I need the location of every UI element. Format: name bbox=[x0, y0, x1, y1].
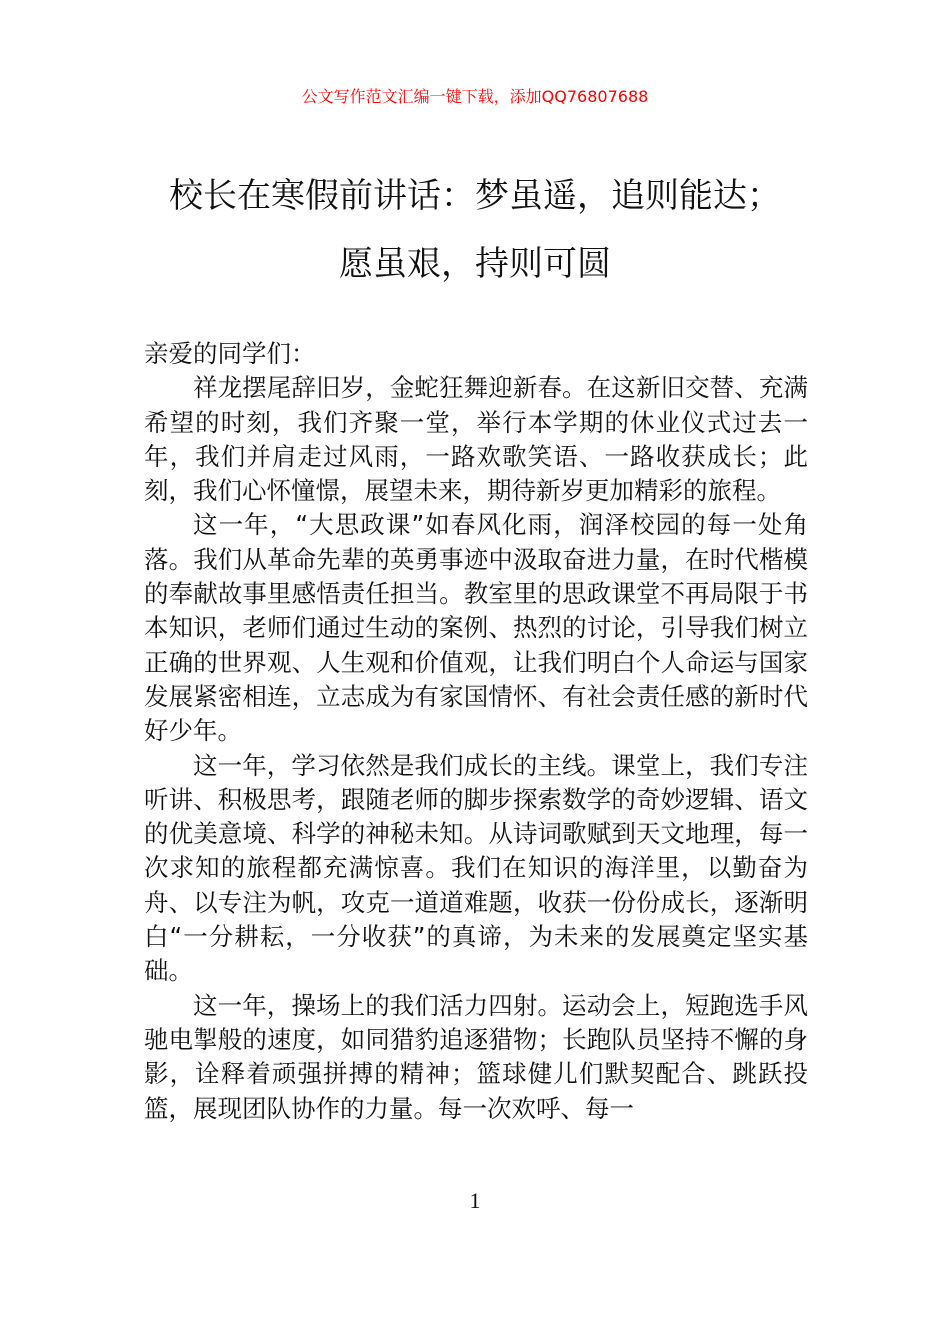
header-ad-text: 公文写作范文汇编一键下载，添加QQ76807688 bbox=[301, 87, 649, 106]
page-number: 1 bbox=[469, 1188, 481, 1213]
paragraph: 祥龙摆尾辞旧岁，金蛇狂舞迎新春。在这新旧交替、充满希望的时刻，我们齐聚一堂，举行本学期的休业仪式过去一年，我们并肩走过风雨，一路欢歌笑语、一路收获成长；此刻，我们心怀憧憬，展望未来，期待新岁更加精彩的旅程。 bbox=[144, 373, 808, 506]
salutation: 亲爱的同学们： bbox=[144, 339, 316, 368]
document-title-line-2: 愿虽艰，持则可圆 bbox=[339, 244, 611, 284]
document-body bbox=[144, 337, 808, 1126]
paragraph: 这一年，学习依然是我们成长的主线。课堂上，我们专注听讲、积极思考，跟随老师的脚步探索数学的奇妙逻辑、语文的优美意境、科学的神秘未知。从诗词歌赋到天文地理，每一次求知的旅程都充满惊喜。我们在知识的海洋里，以勤奋为舟、以专注为帆，攻克一道道难题，收获一份份成长，逐渐明白“一分耕耘，一分收获”的真谛，为未来的发展奠定坚实基础。 bbox=[144, 750, 808, 986]
document-title-line-1: 校长在寒假前讲话：梦虽遥，追则能达； bbox=[169, 176, 781, 216]
paragraph: 这一年，操场上的我们活力四射。运动会上，短跑选手风驰电掣般的速度，如同猎豹追逐猎物；长跑队员坚持不懈的身影，诠释着顽强拼搏的精神；篮球健儿们默契配合、跳跃投篮，展现团队协作的力量。每一次欢呼、每一 bbox=[144, 990, 808, 1123]
paragraph: 这一年，“大思政课”如春风化雨，润泽校园的每一处角落。我们从革命先辈的英勇事迹中汲取奋进力量，在时代楷模的奉献故事里感悟责任担当。教室里的思政课堂不再局限于书本知识，老师们通过生动的案例、热烈的讨论，引导我们树立正确的世界观、人生观和价值观，让我们明白个人命运与国家发展紧密相连，立志成为有家国情怀、有社会责任感的新时代好少年。 bbox=[144, 510, 808, 746]
